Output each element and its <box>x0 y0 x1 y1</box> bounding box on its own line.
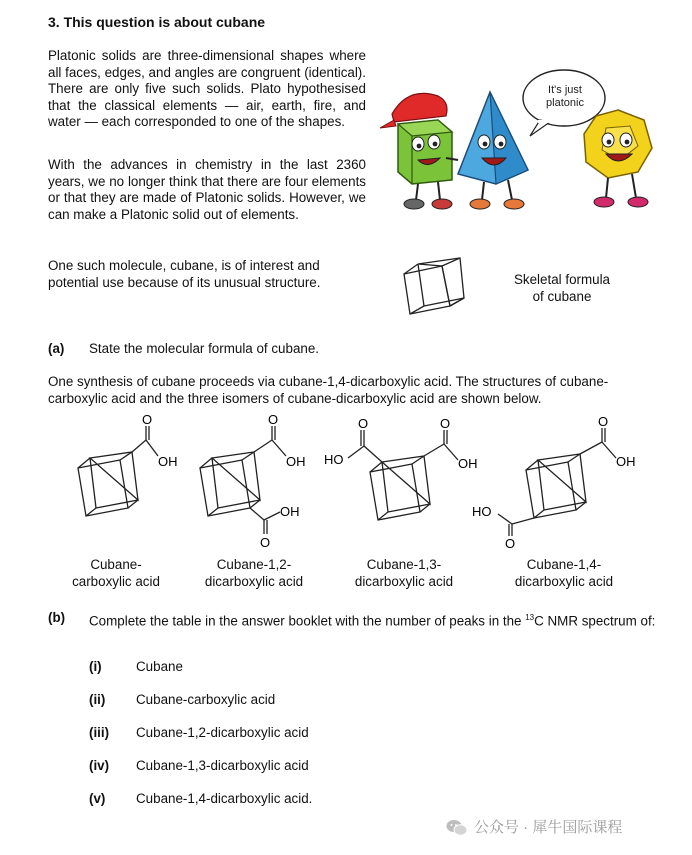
platonic-solids-cartoon <box>380 62 670 222</box>
cubane-skeletal-formula <box>398 256 470 322</box>
tetrahedron-character <box>446 92 528 209</box>
speech-text: It's just platonic <box>546 84 584 109</box>
atom-o: O <box>505 536 516 551</box>
structure-caption-4: Cubane-1,4- dicarboxylic acid <box>514 557 614 589</box>
structure-cubane-1-4-dicarboxylic-acid <box>472 414 636 551</box>
atom-oh: OH <box>158 454 178 469</box>
part-b-text: Complete the table in the answer booklet with the number of peaks in the $^{13}$C NMR spectrum of: <box>89 613 656 629</box>
skeletal-formula-caption: Skeletal formula of cubane <box>513 272 610 304</box>
atom-o: O <box>440 416 451 431</box>
atom-oh: OH <box>280 504 300 519</box>
structure-cubane-carboxylic-acid <box>78 412 178 516</box>
atom-o: O <box>358 416 369 431</box>
wechat-icon <box>446 819 468 837</box>
structure-cubane-1-3-dicarboxylic-acid <box>324 416 478 520</box>
atom-oh: OH <box>616 454 636 469</box>
atom-oh: OH <box>286 454 306 469</box>
atom-o: O <box>598 414 609 429</box>
cube-character <box>380 93 452 209</box>
synthesis-paragraph: One synthesis of cubane proceeds via cubane-1,4-dicarboxylic acid. The structures of cubane-carboxylic acid and the three isomers of cubane-dicarboxylic acid are shown below. <box>48 374 609 406</box>
question-title: 3. This question is about cubane <box>48 14 266 30</box>
atom-o: O <box>142 412 153 427</box>
intro-paragraph-2: With the advances in chemistry in the last 2360 years, we no longer think that there are four elements or that they are made of Platonic solids. However, we can make a Platonic solid out of elements. <box>48 157 366 222</box>
atom-oh: OH <box>458 456 478 471</box>
atom-ho: HO <box>472 504 492 519</box>
part-a-label: (a) <box>48 341 65 356</box>
structure-caption-2: Cubane-1,2- dicarboxylic acid <box>204 557 304 589</box>
dodecahedron-character <box>584 110 652 207</box>
part-b-label: (b) <box>48 610 66 625</box>
part-a-text: State the molecular formula of cubane. <box>89 341 320 356</box>
atom-ho: HO <box>324 452 344 467</box>
intro-paragraph-1: Platonic solids are three-dimensional shapes where all faces, edges, and angles are congruent (identical). There are only five such solids. Plato hypothesised that the classical elements — air, earth, fire, and water — each corresponded to one of the shapes. <box>48 48 366 130</box>
atom-o: O <box>260 535 271 550</box>
cubane-acid-structures <box>40 412 660 552</box>
structure-cubane-1-2-dicarboxylic-acid <box>200 412 306 550</box>
structure-caption-1: Cubane- carboxylic acid <box>72 557 160 589</box>
watermark <box>446 817 622 839</box>
watermark-text: 公众号 · 犀牛国际课程 <box>474 818 623 836</box>
structure-caption-3: Cubane-1,3- dicarboxylic acid <box>354 557 454 589</box>
intro-paragraph-3: One such molecule, cubane, is of interest and potential use because of its unusual structure. <box>48 258 321 290</box>
atom-o: O <box>268 412 279 427</box>
